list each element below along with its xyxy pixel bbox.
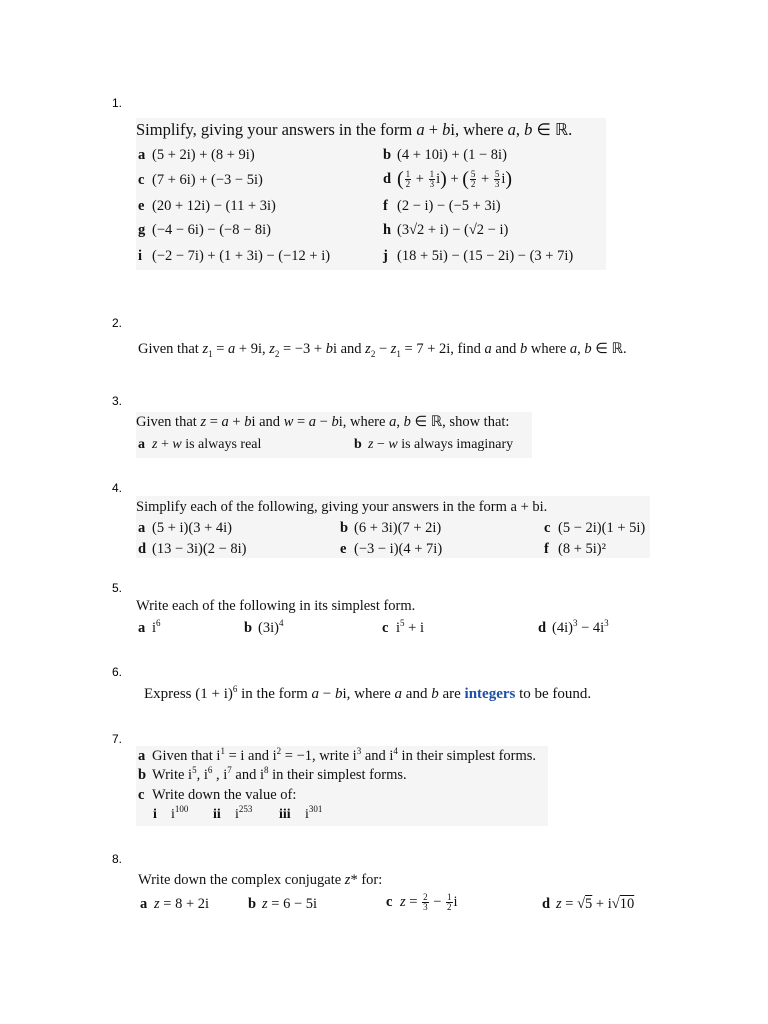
q8-part-d: d z = √5 + i√10	[542, 896, 635, 912]
q1-part-b: b (4 + 10i) + (1 − 8i)	[383, 147, 507, 163]
question-number-2: 2.	[112, 316, 123, 330]
q1-part-i: i (−2 − 7i) + (1 + 3i) − (−12 + i)	[138, 248, 331, 264]
question-1	[136, 118, 606, 270]
question-5	[136, 598, 650, 642]
question-number-8: 8.	[112, 852, 123, 866]
q7-subpart-iii: iii $i^{301}$	[279, 804, 323, 822]
q8-part-a: a z = 8 + 2i	[140, 896, 210, 912]
q7-part-b: b Write $i^5$, $i^6$ , $i^7$ and $i^8$ in their simplest forms.	[138, 765, 407, 783]
q1-part-h: h (3√2 + i) − (√2 − i)	[383, 222, 509, 238]
q1-part-c: c (7 + 6i) + (−3 − 5i)	[138, 172, 263, 188]
q4-part-b: b (6 + 3i)(7 + 2i)	[340, 520, 442, 536]
question-3-prompt: Given that z = a + bi and w = a − bi, where a, b ∈ ℝ, show that:	[136, 414, 510, 430]
question-4	[136, 496, 650, 558]
q4-part-a: a (5 + i)(3 + 4i)	[138, 520, 232, 536]
question-8-prompt: Write down the complex conjugate z* for:	[138, 872, 383, 888]
q4-part-e: e (−3 − i)(4 + 7i)	[340, 541, 443, 557]
question-number-5: 5.	[112, 581, 123, 595]
q4-part-f: f (8 + 5i)²	[544, 541, 606, 557]
q8-part-c: c z = $\frac{2}{3}$ − $\frac{1}{2}$ i	[386, 892, 458, 912]
q7-subpart-i: i $i^{100}$	[153, 804, 189, 822]
q1-part-f: f (2 − i) − (−5 + 3i)	[383, 198, 501, 214]
question-8	[138, 873, 648, 917]
question-number-1: 1.	[112, 96, 123, 110]
q1-part-d: d ( $\frac{1}{2}$ + $\frac{1}{3}$ i) + ( $\frac{5}{2}$ + $\frac{5}{3}$ i)	[383, 168, 513, 190]
question-3	[136, 412, 532, 458]
question-1-prompt: Simplify, giving your answers in the form a + bi, where a, b ∈ ℝ.	[136, 120, 573, 139]
q5-part-c: c $i^5 + i$	[382, 618, 424, 636]
q3-part-b: b z − w is always imaginary	[354, 437, 514, 452]
question-2-prompt: Given that $z_1 = a + 9i$, $z_2 = -3$ + bi and $z_2 - z_1 = 7 + 2i$, find a and b where a, b ∈ ℝ.	[138, 341, 627, 359]
q5-part-b: b $(3i)^4$	[244, 618, 284, 636]
question-number-6: 6.	[112, 665, 123, 679]
q7-subpart-ii: ii $i^{253}$	[213, 804, 253, 822]
q4-part-c: c (5 − 2i)(1 + 5i)	[544, 520, 646, 536]
question-number-4: 4.	[112, 481, 123, 495]
q1-part-e: e (20 + 12i) − (11 + 3i)	[138, 198, 276, 214]
question-6-prompt: Express $(1 + i)^6$ in the form a − bi, where a and b are integers to be found.	[144, 684, 592, 702]
question-5-prompt: Write each of the following in its simplest form.	[136, 598, 416, 614]
q7-part-a: a Given that $i^1 = i$ and $i^2 = -1$, write $i^3$ and $i^4$ in their simplest forms.	[138, 746, 537, 764]
question-4-prompt: Simplify each of the following, giving your answers in the form a + bi.	[136, 499, 548, 515]
q3-part-a: a z + w is always real	[138, 437, 262, 452]
question-7	[136, 746, 548, 826]
q5-part-d: d $(4i)^3 - 4i^3$	[538, 618, 609, 636]
q7-part-c: c Write down the value of:	[138, 787, 297, 803]
q4-part-d: d (13 − 3i)(2 − 8i)	[138, 541, 247, 557]
question-number-3: 3.	[112, 394, 123, 408]
q5-part-a: a $i^6$	[138, 618, 161, 636]
q1-part-a: a (5 + 2i) + (8 + 9i)	[138, 147, 255, 163]
question-number-7: 7.	[112, 732, 123, 746]
q1-part-g: g (−4 − 6i) − (−8 − 8i)	[138, 222, 272, 238]
integers-highlight: integers	[464, 686, 516, 702]
q8-part-b: b z = 6 − 5i	[248, 896, 318, 912]
q1-part-j: j (18 + 5i) − (15 − 2i) − (3 + 7i)	[383, 248, 574, 264]
